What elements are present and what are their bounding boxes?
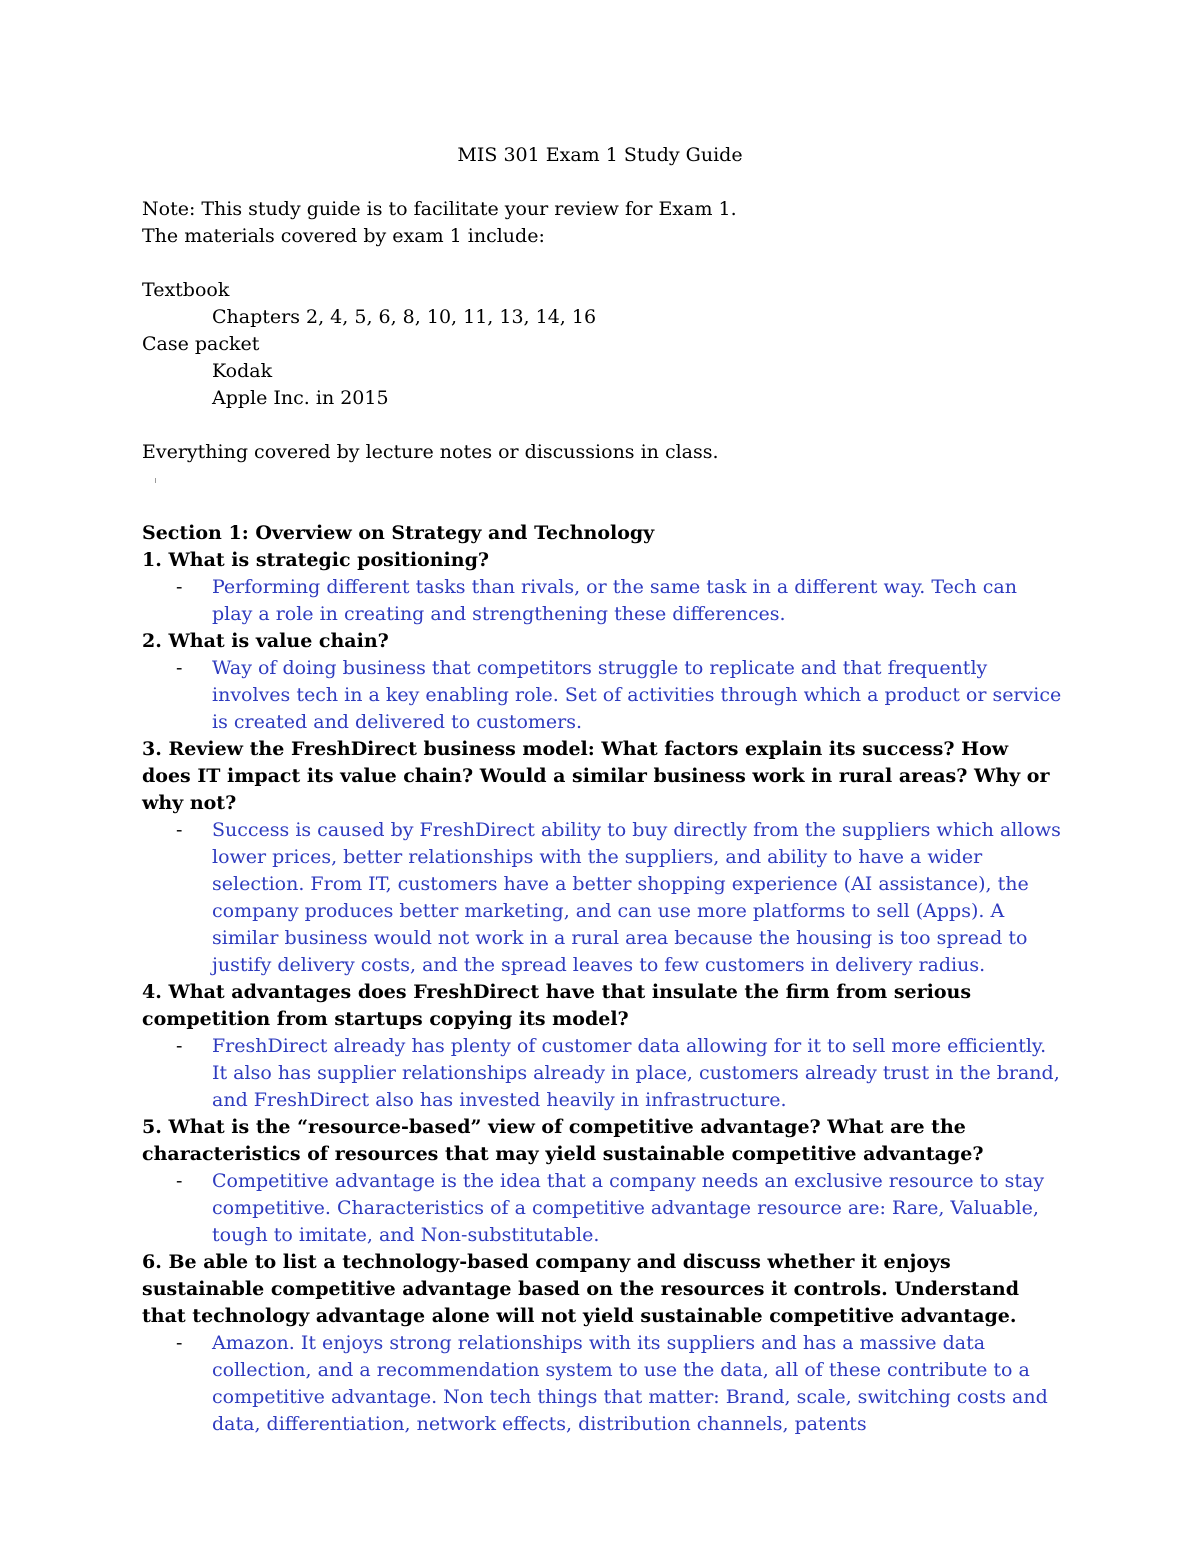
question-block [142,1249,1062,1438]
blank-line [142,169,1062,196]
question-5: 5. What is the “resource-based” view of competitive advantage? What are the characteristics of resources that may yield sustainable competitive advantage? [142,1116,984,1165]
bullet-dash: - [176,1332,183,1354]
answer-4 [142,1033,1062,1114]
answer-text: Success is caused by FreshDirect ability to buy directly from the suppliers which allows lower prices, better relationships with the suppliers, and ability to have a wider selection. From IT, customers have a better shopping experience (AI assistance), the company produces better marketing, and can use more platforms to sell (Apps). A similar business would not work in a rural area because the housing is too spread to justify delivery costs, and the spread leaves to few customers in delivery radius. [212,819,1061,976]
question-block [142,979,1062,1114]
section-1-heading: Section 1: Overview on Strategy and Technology [142,522,655,544]
bullet-dash: - [176,576,183,598]
answer-text: FreshDirect already has plenty of customer data allowing for it to sell more efficiently. It also has supplier relationships already in place, customers already trust in the brand, and FreshDirect also has invested heavily in infrastructure. [212,1035,1060,1111]
answer-list [142,655,1062,736]
answer-1 [142,574,1062,628]
bullet-dash: - [176,819,183,841]
answer-text: Performing different tasks than rivals, or the same task in a different way. Tech can play a role in creating and strengthening these differences. [212,576,1017,625]
answer-6 [142,1330,1062,1438]
document-body [142,142,1062,1438]
answer-list [142,1330,1062,1438]
bullet-dash: - [176,657,183,679]
blank-line [142,466,1062,493]
question-4: 4. What advantages does FreshDirect have that insulate the firm from serious competition from startups copying its model? [142,981,972,1030]
answer-text: Competitive advantage is the idea that a company needs an exclusive resource to stay competitive. Characteristics of a competitive advantage resource are: Rare, Valuable, tough to imitate, and Non-substitutable. [212,1170,1045,1246]
textbook-chapters: Chapters 2, 4, 5, 6, 8, 10, 11, 13, 14, 16 [212,306,597,328]
answer-list [142,574,1062,628]
cursor-mark [155,478,156,483]
bullet-dash: - [176,1170,183,1192]
question-2: 2. What is value chain? [142,630,389,652]
question-3: 3. Review the FreshDirect business model: What factors explain its success? How does IT impact its value chain? Would a similar business work in rural areas? Why or why not? [142,738,1050,814]
answer-3 [142,817,1062,979]
case-packet-label: Case packet [142,333,260,355]
question-block [142,628,1062,736]
case-kodak: Kodak [212,360,273,382]
textbook-label: Textbook [142,279,230,301]
question-block [142,547,1062,628]
bullet-dash: - [176,1035,183,1057]
question-block [142,736,1062,979]
answer-text: Amazon. It enjoys strong relationships with its suppliers and has a massive data collection, and a recommendation system to use the data, all of these contribute to a competitive advantage. Non tech things that matter: Brand, scale, switching costs and data, differentiation, network effects, distribution channels, patents [212,1332,1048,1435]
intro-materials: The materials covered by exam 1 include: [142,225,545,247]
blank-line [142,250,1062,277]
question-1: 1. What is strategic positioning? [142,549,489,571]
everything-covered: Everything covered by lecture notes or discussions in class. [142,441,719,463]
answer-2 [142,655,1062,736]
blank-line [142,412,1062,439]
answer-list [142,817,1062,979]
question-6: 6. Be able to list a technology-based company and discuss whether it enjoys sustainable competitive advantage based on the resources it controls. Understand that technology advantage alone will not yield sustainable competitive advantage. [142,1251,1019,1327]
answer-list [142,1033,1062,1114]
document-title: MIS 301 Exam 1 Study Guide [457,144,743,166]
answer-5 [142,1168,1062,1249]
intro-note: Note: This study guide is to facilitate your review for Exam 1. [142,198,737,220]
question-block [142,1114,1062,1249]
blank-line [142,493,1062,520]
answer-list [142,1168,1062,1249]
answer-text: Way of doing business that competitors struggle to replicate and that frequently involves tech in a key enabling role. Set of activities through which a product or service is created and delivered to customers. [212,657,1062,733]
case-apple: Apple Inc. in 2015 [212,387,389,409]
